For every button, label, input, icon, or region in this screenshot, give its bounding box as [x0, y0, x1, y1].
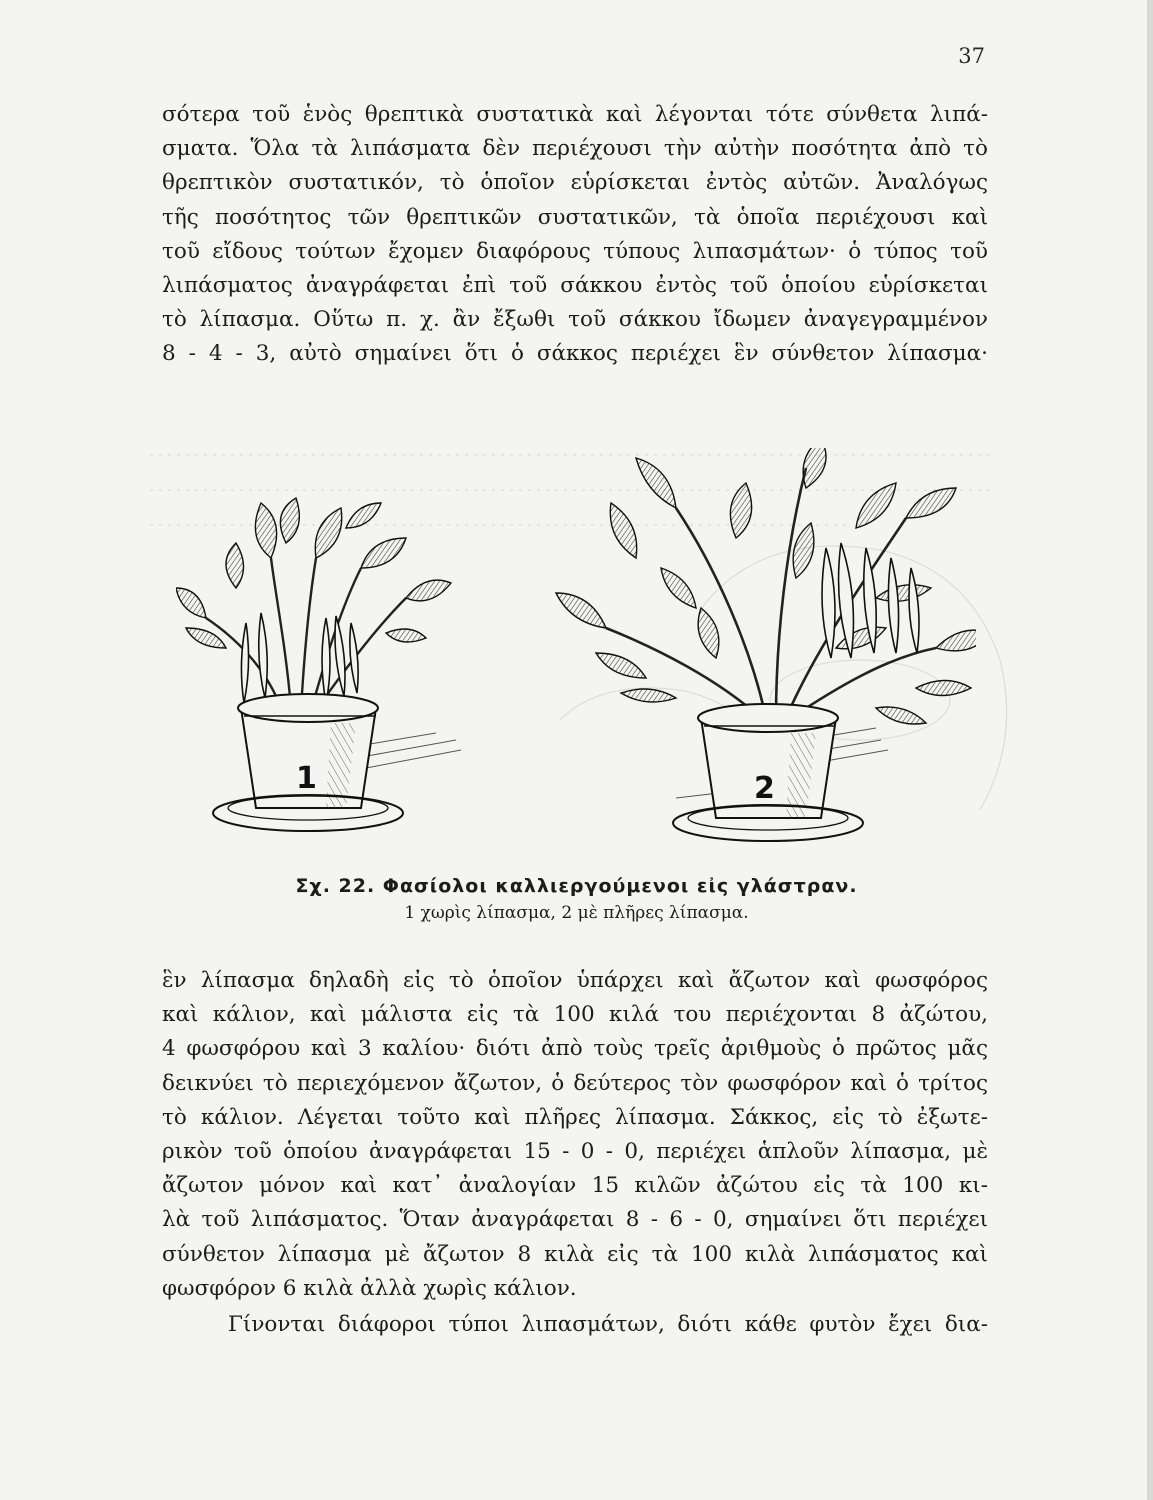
page-edge [1147, 0, 1153, 1500]
figure-caption-subtitle: 1 χωρὶς λίπασμα, 2 μὲ πλῆρες λίπασμα. [404, 903, 749, 923]
text-line: σύνθετον λίπασμα μὲ ἄζωτον 8 κιλὰ εἰς τὰ 100 κιλὰ λιπάσματος καὶ [162, 1241, 988, 1267]
pot-1-label: 1 [296, 761, 317, 796]
paragraph-bottom [162, 964, 988, 1306]
paragraph-final [162, 1308, 988, 1342]
text-line: σματα. Ὅλα τὰ λιπάσματα δὲν περιέχουσι τὴν αὐτὴν ποσότητα ἀπὸ τὸ [162, 136, 988, 162]
plant-1 [176, 498, 451, 831]
text-line: καὶ κάλιον, καὶ μάλιστα εἰς τὰ 100 κιλά του περιέχονται 8 ἀζώτου, [162, 1002, 988, 1028]
text-line: ἓν λίπασμα δηλαδὴ εἰς τὸ ὁποῖον ὑπάρχει καὶ ἄζωτον καὶ φωσφόρος [162, 968, 988, 993]
text-line: τοῦ εἴδους τούτων ἔχομεν διαφόρους τύπους λιπασμάτων· ὁ τύπος τοῦ [162, 238, 988, 264]
text-line: τὸ λίπασμα. Οὕτω π. χ. ἂν ἔξωθι τοῦ σάκκου ἴδωμεν ἀναγεγραμμένον [162, 307, 988, 333]
text-line: Γίνονται διάφοροι τύποι λιπασμάτων, διότι κάθε φυτὸν ἔχει δια- [228, 1312, 988, 1337]
page-number: 37 [958, 44, 985, 68]
text-line: φωσφόρον 6 κιλὰ ἀλλὰ χωρὶς κάλιον. [162, 1275, 577, 1301]
text-line: δεικνύει τὸ περιεχόμενον ἄζωτον, ὁ δεύτερος τὸν φωσφόρον καὶ ὁ τρίτος [162, 1070, 988, 1096]
text-line: 4 φωσφόρου καὶ 3 καλίου· διότι ἀπὸ τοὺς τρεῖς ἀριθμοὺς ὁ πρῶτος μᾶς [162, 1036, 988, 1062]
text-line: σότερα τοῦ ἑνὸς θρεπτικὰ συστατικὰ καὶ λέγονται τότε σύνθετα λιπά- [162, 102, 988, 127]
text-line: ἄζωτον μόνον καὶ κατ᾽ ἀναλογίαν 15 κιλῶν ἀζώτου εἰς τὰ 100 κι- [162, 1173, 988, 1199]
text-line: τῆς ποσότητος τῶν θρεπτικῶν συστατικῶν, τὰ ὁποῖα περιέχουσι καὶ [162, 204, 988, 230]
text-line: τὸ κάλιον. Λέγεται τοῦτο καὶ πλῆρες λίπασμα. Σάκκος, εἰς τὸ ἐξωτε- [162, 1104, 988, 1130]
plant-2 [556, 448, 976, 841]
text-line: λιπάσματος ἀναγράφεται ἐπὶ τοῦ σάκκου ἐντὸς τοῦ ὁποίου εὑρίσκεται [162, 273, 988, 299]
text-line: 8 - 4 - 3, αὐτὸ σημαίνει ὅτι ὁ σάκκος περιέχει ἓν σύνθετον λίπασμα· [162, 341, 988, 367]
pot-2-label: 2 [754, 771, 775, 806]
figure-caption-title: Σχ. 22. Φασίολοι καλλιεργούμενοι εἰς γλάστραν. [295, 875, 858, 897]
text-line: ρικὸν τοῦ ὁποίου ἀναγράφεται 15 - 0 - 0, περιέχει ἁπλοῦν λίπασμα, μὲ [162, 1139, 988, 1165]
text-line: λὰ τοῦ λιπάσματος. Ὅταν ἀναγράφεται 8 - 6 - 0, σημαίνει ὅτι περιέχει [162, 1207, 988, 1233]
bean-plants-illustration [176, 448, 976, 848]
text-line: θρεπτικὸν συστατικόν, τὸ ὁποῖον εὑρίσκεται ἐντὸς αὐτῶν. Ἀναλόγως [162, 170, 988, 196]
paragraph-top [162, 98, 988, 372]
